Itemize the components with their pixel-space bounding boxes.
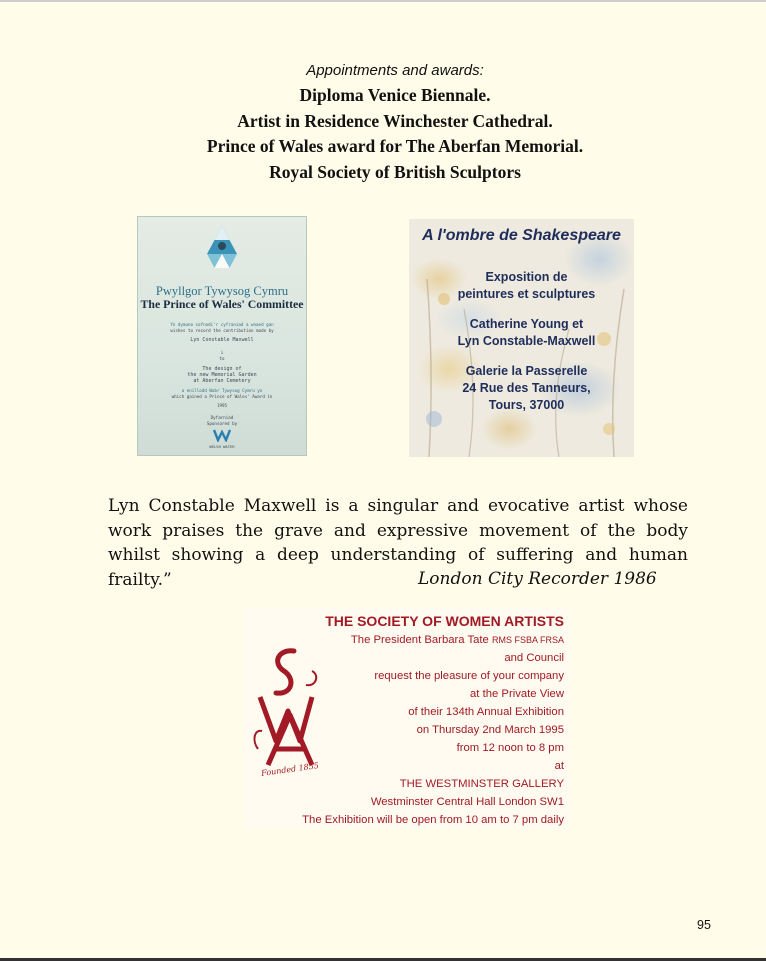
invitation-text [302, 611, 564, 829]
invitation-line: from 12 noon to 8 pm [456, 742, 564, 754]
poster-line: 24 Rue des Tanneurs, [462, 381, 591, 395]
certificate-line: Yn dymuno cofnodi'r cyfraniad a wnaed gan [170, 322, 274, 327]
invitation-line: The Exhibition will be open from 10 am to 7 pm daily [302, 814, 564, 826]
top-rule [0, 0, 766, 2]
review-quote [108, 494, 688, 592]
poster-line: peintures et sculptures [457, 287, 596, 301]
prince-of-wales-certificate-image [137, 216, 307, 456]
poster-line: Lyn Constable-Maxwell [457, 334, 596, 348]
invitation-line: at the Private View [470, 688, 564, 700]
poster-title: A l'ombre de Shakespeare [422, 227, 621, 244]
invitation-line: of their 134th Annual Exhibition [408, 706, 564, 718]
poster-line: Catherine Young et [469, 317, 584, 331]
invitation-line: Westminster Central Hall London SW1 [370, 796, 564, 808]
poster-body [419, 269, 634, 414]
invitation-president: The President Barbara Tate [350, 634, 492, 646]
committee-emblem-icon [205, 224, 239, 270]
invitation-line: THE WESTMINSTER GALLERY [399, 778, 564, 790]
invitation-line: at [554, 760, 564, 772]
certificate-year: 1995 [216, 403, 228, 408]
award-item: Prince of Wales award for The Aberfan Memorial. [206, 136, 584, 156]
quote-text: Lyn Constable Maxwell is a singular and evocative artist whose work praises the grave and expressive movement of the body whilst showing a deep understanding of suffering and human frailty.” [108, 496, 688, 590]
certificate-welsh-title: Pwyllgor Tywysog Cymru [155, 284, 289, 298]
founded-text: Founded 1855 [260, 760, 320, 779]
award-item: Artist in Residence Winchester Cathedral. [237, 110, 553, 131]
exhibition-poster-image [409, 219, 634, 457]
award-item: Royal Society of British Sculptors [269, 161, 521, 182]
invitation-heading: THE SOCIETY OF WOMEN ARTISTS [325, 613, 564, 629]
certificate-line: at Aberfan Cemetery [193, 378, 251, 384]
poster-line: Exposition de [485, 270, 568, 284]
awards-section [100, 62, 690, 185]
poster-line: Tours, 37000 [488, 398, 565, 412]
award-item: Diploma Venice Biennale. [299, 85, 491, 105]
certificate-sponsor-name: WELSH WATER [209, 444, 235, 449]
page-number: 95 [697, 918, 711, 932]
certificate-line: which gained a Prince of Wales' Award in [171, 394, 273, 399]
society-invitation-image [243, 607, 570, 829]
invitation-line: request the pleasure of your company [374, 670, 564, 682]
certificate-line: i [220, 350, 224, 355]
certificate-english-title: The Prince of Wales' Committee [140, 297, 304, 311]
welsh-water-logo-icon [213, 428, 231, 442]
certificate-recipient: Lyn Constable Maxwell [190, 337, 254, 343]
certificate-sponsor-label: Dyfarniad [210, 415, 234, 420]
certificate-line: wishes to record the contribution made by [170, 328, 274, 333]
certificate-line: to [219, 356, 225, 361]
invitation-president-titles: RMS FSBA FRSA [491, 635, 564, 645]
certificate-line: the new Memorial Garden [187, 372, 257, 378]
certificate-sponsor-label: Sponsored by [206, 421, 238, 426]
invitation-line: and Council [504, 652, 564, 664]
certificate-line: The design of [202, 366, 242, 372]
invitation-line [302, 631, 564, 649]
quote-source: London City Recorder 1986 [418, 569, 657, 589]
certificate-line: a enillodd Wobr Tywysog Cymru yn [181, 388, 263, 393]
invitation-line: on Thursday 2nd March 1995 [416, 724, 564, 736]
poster-line: Galerie la Passerelle [465, 364, 588, 378]
awards-intro: Appointments and awards: [306, 62, 484, 79]
